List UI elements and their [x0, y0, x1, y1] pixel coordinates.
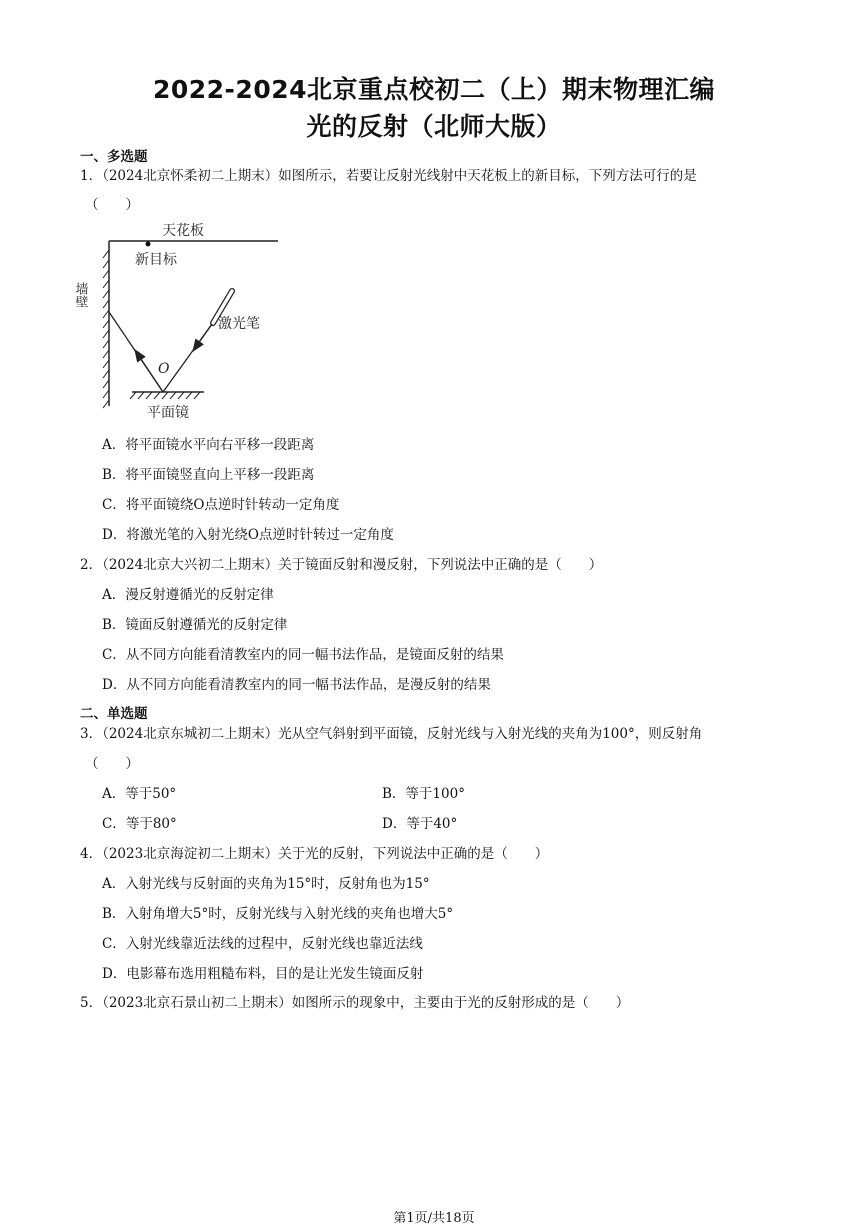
question-2-option-c: C．从不同方向能看清教室内的同一幅书法作品，是镜面反射的结果 [102, 647, 504, 663]
question-1-option-b: B．将平面镜竖直向上平移一段距离 [102, 467, 315, 483]
mirror-hatching [130, 392, 200, 399]
question-3-option-d: D．等于40° [382, 816, 458, 832]
page-number-footer: 第1页/共18页 [393, 1211, 475, 1226]
wall-label: 墙壁 [72, 282, 88, 308]
question-2-option-a: A．漫反射遵循光的反射定律 [102, 587, 274, 603]
question-1-option-a: A．将平面镜水平向右平移一段距离 [102, 437, 315, 453]
question-3-stem: 3．（2024北京东城初二上期末）光从空气斜射到平面镜，反射光线与入射光线的夹角为100°，则反射角 [80, 726, 703, 742]
ceiling-label: 天花板 [162, 223, 204, 239]
question-3-option-b: B．等于100° [382, 786, 465, 802]
mirror-label: 平面镜 [147, 405, 189, 421]
document-title-line1: 2022-2024北京重点校初二（上）期末物理汇编 [152, 75, 716, 104]
question-2-option-b: B．镜面反射遵循光的反射定律 [102, 617, 288, 633]
new-target-dot [146, 242, 151, 247]
question-1-stem: 1．（2024北京怀柔初二上期末）如图所示，若要让反射光线射中天花板上的新目标，下列方法可行的是 [80, 168, 697, 184]
question-3-option-a: A．等于50° [102, 786, 177, 802]
point-o-label: O [158, 361, 170, 377]
question-1-option-c: C．将平面镜绕O点逆时针转动一定角度 [102, 497, 340, 513]
wall-hatching [103, 250, 109, 408]
question-1-reflection-diagram [72, 220, 287, 425]
question-5-stem: 5．（2023北京石景山初二上期末）如图所示的现象中，主要由于光的反射形成的是（ ） [80, 995, 630, 1011]
question-4-option-b: B．入射角增大5°时，反射光线与入射光线的夹角也增大5° [102, 906, 454, 922]
section-heading-multi-choice: 一、多选题 [80, 149, 148, 165]
new-target-label: 新目标 [135, 252, 177, 268]
question-4-option-d: D．电影幕布选用粗糙布料，目的是让光发生镜面反射 [102, 966, 424, 982]
question-2-stem: 2．（2024北京大兴初二上期末）关于镜面反射和漫反射，下列说法中正确的是（ ） [80, 557, 603, 573]
question-4-stem: 4．（2023北京海淀初二上期末）关于光的反射，下列说法中正确的是（ ） [80, 846, 549, 862]
laser-pen-label: 激光笔 [218, 316, 260, 332]
question-1-option-d: D．将激光笔的入射光绕O点逆时针转过一定角度 [102, 527, 394, 543]
document-title-line2: 光的反射（北师大版） [306, 112, 562, 141]
question-4-option-c: C．入射光线靠近法线的过程中，反射光线也靠近法线 [102, 936, 423, 952]
question-4-option-a: A．入射光线与反射面的夹角为15°时，反射角也为15° [102, 876, 430, 892]
question-2-option-d: D．从不同方向能看清教室内的同一幅书法作品，是漫反射的结果 [102, 677, 491, 693]
question-3-answer-blank: （ ） [85, 756, 139, 772]
section-heading-single-choice: 二、单选题 [80, 706, 148, 722]
question-3-option-c: C．等于80° [102, 816, 177, 832]
question-1-answer-blank: （ ） [85, 197, 139, 213]
